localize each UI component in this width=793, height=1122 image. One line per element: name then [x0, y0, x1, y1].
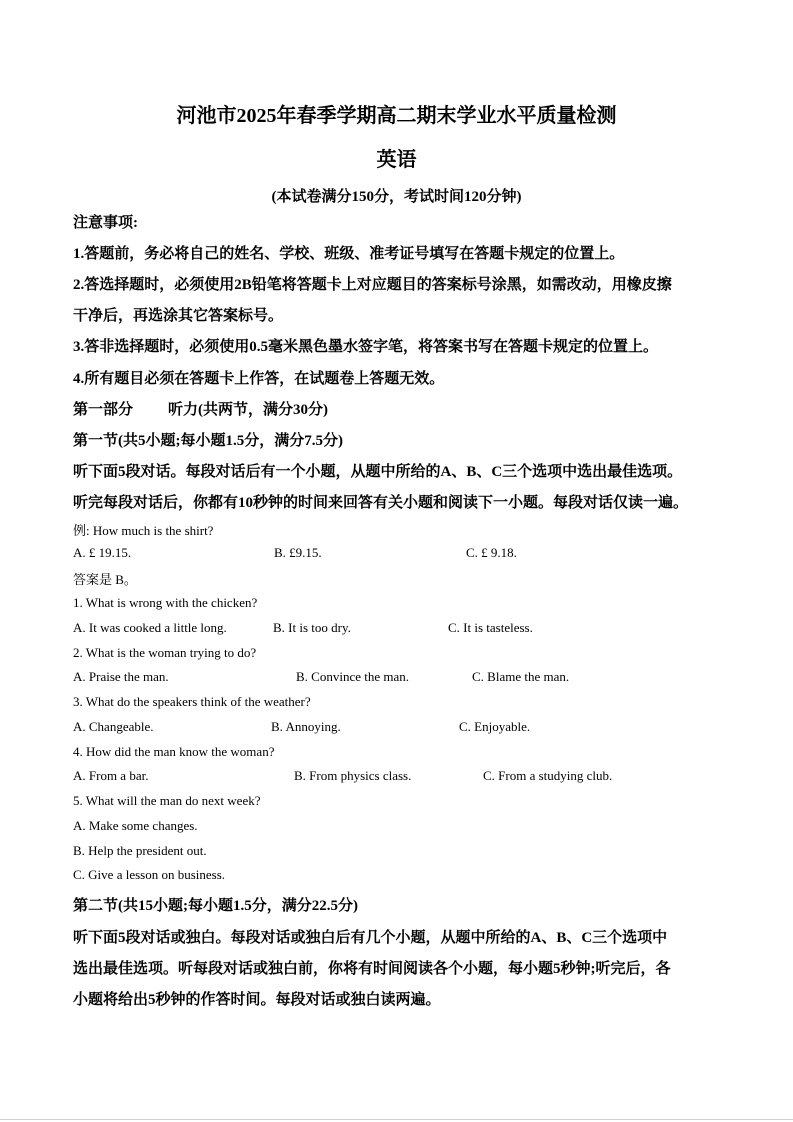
- q2-option-a: A. Praise the man.: [73, 669, 169, 684]
- section1-heading: 第一节(共5小题;每小题1.5分，满分7.5分): [73, 433, 343, 449]
- question-5: 5. What will the man do next week?: [73, 793, 261, 808]
- section2-instruction: 选出最佳选项。听每段对话或独白前，你将有时间阅读各个小题，每小题5秒钟;听完后，各: [73, 961, 671, 977]
- section1-instruction: 听完每段对话后，你都有10秒钟的时间来回答有关小题和阅读下一小题。每段对话仅读一遍。: [73, 495, 689, 511]
- q3-option-b: B. Annoying.: [271, 719, 341, 734]
- part1-heading-detail: 听力(共两节，满分30分): [168, 402, 328, 418]
- question-1: 1. What is wrong with the chicken?: [73, 595, 258, 610]
- q4-option-b: B. From physics class.: [294, 768, 412, 783]
- page-title: 河池市2025年春季学期高二期末学业水平质量检测: [176, 105, 617, 127]
- q5-option-a: A. Make some changes.: [73, 818, 198, 833]
- notice-item: 1.答题前，务必将自己的姓名、学校、班级、准考证号填写在答题卡规定的位置上。: [73, 246, 625, 262]
- example-option-c: C. £ 9.18.: [466, 545, 517, 560]
- q3-option-a: A. Changeable.: [73, 719, 154, 734]
- section2-instruction: 小题将给出5秒钟的作答时间。每段对话或独白读两遍。: [73, 992, 441, 1008]
- example-answer: 答案是 B。: [73, 572, 137, 587]
- example-question: 例: How much is the shirt?: [73, 523, 214, 538]
- question-3: 3. What do the speakers think of the weather?: [73, 694, 311, 709]
- section2-heading: 第二节(共15小题;每小题1.5分，满分22.5分): [73, 898, 358, 914]
- example-option-b: B. £9.15.: [274, 545, 322, 560]
- q1-option-b: B. It is too dry.: [273, 620, 351, 635]
- subject-title: 英语: [376, 149, 417, 171]
- question-4: 4. How did the man know the woman?: [73, 744, 275, 759]
- q2-option-c: C. Blame the man.: [472, 669, 570, 684]
- example-option-a: A. £ 19.15.: [73, 545, 132, 560]
- q4-option-a: A. From a bar.: [73, 768, 149, 783]
- section1-instruction: 听下面5段对话。每段对话后有一个小题，从题中所给的A、B、C三个选项中选出最佳选项。: [73, 464, 683, 480]
- notice-item: 2.答选择题时，必须使用2B铅笔将答题卡上对应题目的答案标号涂黑，如需改动，用橡皮擦: [73, 277, 672, 293]
- page-bottom-divider: [0, 1119, 793, 1120]
- q1-option-c: C. It is tasteless.: [448, 620, 533, 635]
- q5-option-b: B. Help the president out.: [73, 843, 207, 858]
- section2-instruction: 听下面5段对话或独白。每段对话或独白后有几个小题，从题中所给的A、B、C三个选项中: [73, 930, 668, 946]
- question-2: 2. What is the woman trying to do?: [73, 645, 257, 660]
- q1-option-a: A. It was cooked a little long.: [73, 620, 227, 635]
- q2-option-b: B. Convince the man.: [296, 669, 410, 684]
- exam-info: (本试卷满分150分，考试时间120分钟): [271, 189, 522, 205]
- q4-option-c: C. From a studying club.: [483, 768, 613, 783]
- part1-heading: 第一部分: [73, 402, 134, 418]
- q5-option-c: C. Give a lesson on business.: [73, 867, 226, 882]
- notice-item: 3.答非选择题时，必须使用0.5毫米黑色墨水签字笔，将答案书写在答题卡规定的位置上。: [73, 339, 659, 355]
- q3-option-c: C. Enjoyable.: [459, 719, 531, 734]
- notice-item-continued: 干净后，再选涂其它答案标号。: [73, 308, 284, 324]
- notice-item: 4.所有题目必须在答题卡上作答，在试题卷上答题无效。: [73, 371, 445, 387]
- notice-heading: 注意事项:: [73, 215, 138, 231]
